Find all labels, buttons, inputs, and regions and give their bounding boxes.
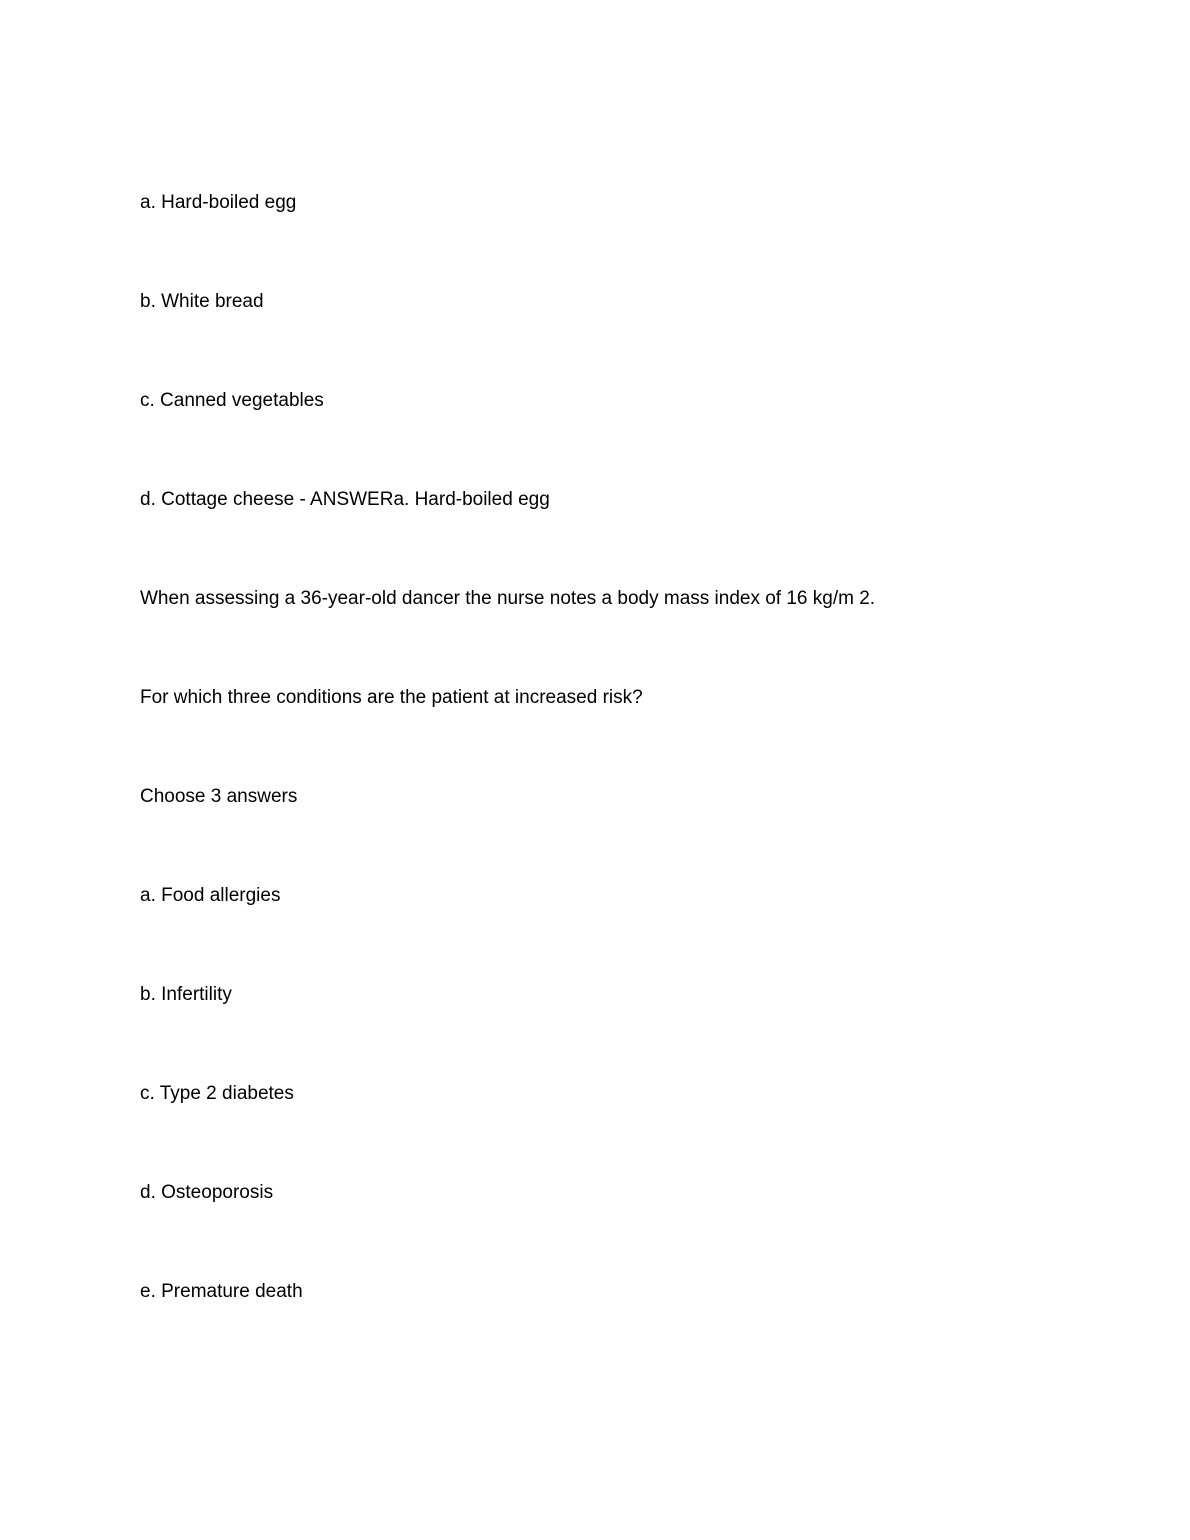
previous-option-c: c. Canned vegetables (140, 390, 324, 411)
previous-option-a: a. Hard-boiled egg (140, 192, 297, 213)
question-instruction: Choose 3 answers (140, 786, 298, 807)
option-c: c. Type 2 diabetes (140, 1083, 294, 1104)
option-a: a. Food allergies (140, 885, 281, 906)
previous-option-d-with-answer: d. Cottage cheese - ANSWERa. Hard-boiled egg (140, 489, 550, 510)
previous-option-b: b. White bread (140, 291, 264, 312)
option-b: b. Infertility (140, 984, 232, 1005)
question-stem: When assessing a 36-year-old dancer the nurse notes a body mass index of 16 kg/m 2. (140, 588, 876, 609)
option-d: d. Osteoporosis (140, 1182, 274, 1203)
option-e: e. Premature death (140, 1281, 303, 1302)
question-prompt: For which three conditions are the patient at increased risk? (140, 687, 643, 708)
